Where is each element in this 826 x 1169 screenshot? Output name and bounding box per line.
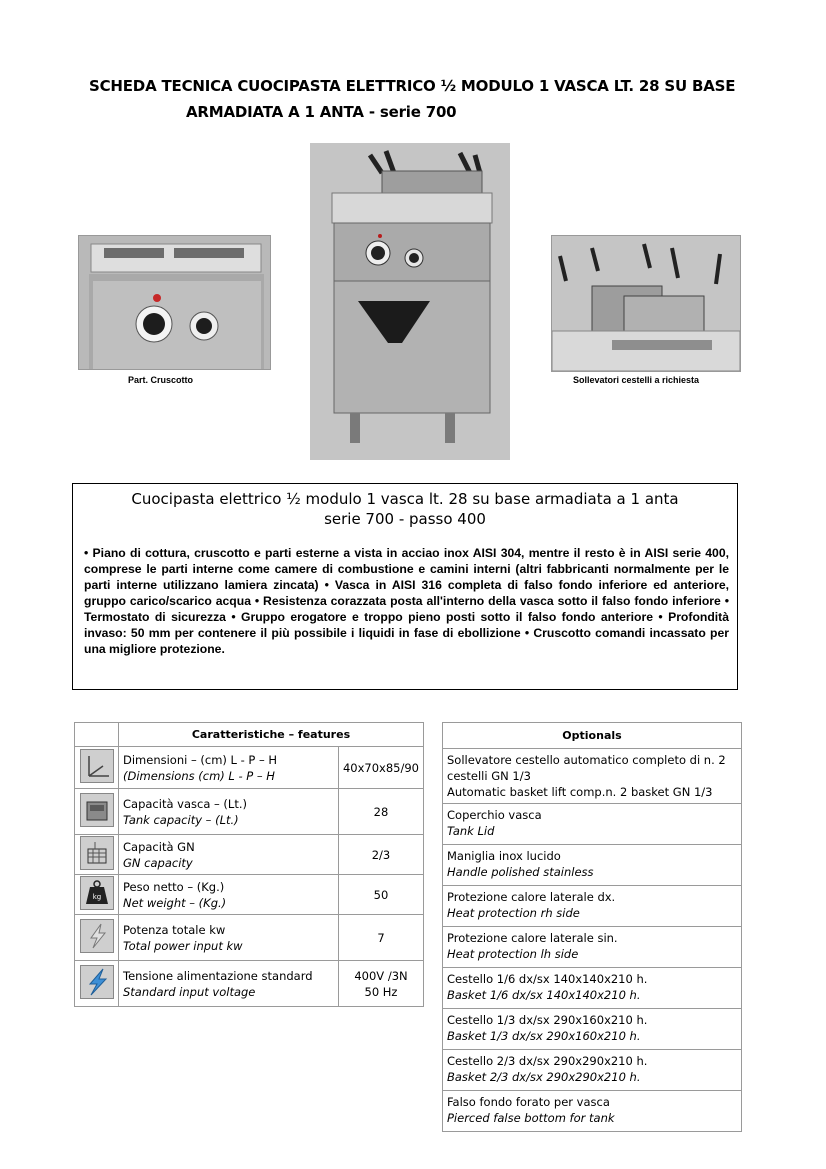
feature-label-en: GN capacity <box>123 855 193 870</box>
basket-icon <box>80 836 114 870</box>
feature-label <box>119 961 339 1007</box>
description-box <box>72 483 738 690</box>
optional-label-it: Maniglia inox lucido <box>447 849 561 863</box>
feature-label-it: Potenza totale kw <box>123 922 226 937</box>
description-title-line2: serie 700 - passo 400 <box>324 510 486 528</box>
features-table <box>74 722 424 1007</box>
optional-label-it: Falso fondo forato per vasca <box>447 1095 610 1109</box>
optional-row <box>443 968 742 1009</box>
table-row <box>75 875 424 915</box>
description-title <box>73 489 737 529</box>
table-row <box>75 789 424 835</box>
feature-value: 28 <box>339 789 424 835</box>
optional-item <box>443 886 742 927</box>
optional-label-en: Basket 2/3 dx/sx 290x290x210 h. <box>447 1070 641 1084</box>
weight-icon-cell <box>75 875 119 915</box>
power-icon <box>80 919 114 953</box>
feature-label <box>119 835 339 875</box>
optional-label-en: Heat protection rh side <box>447 906 580 920</box>
optional-label-it: Cestello 1/6 dx/sx 140x140x210 h. <box>447 972 648 986</box>
feature-value: 2/3 <box>339 835 424 875</box>
optional-row <box>443 1050 742 1091</box>
features-header-blank <box>75 723 119 747</box>
voltage-icon <box>80 965 114 999</box>
control-panel-photo <box>78 235 271 370</box>
table-row <box>75 747 424 789</box>
optional-label-en: Pierced false bottom for tank <box>447 1111 615 1125</box>
feature-label-it: Capacità vasca – (Lt.) <box>123 796 247 811</box>
optionals-header-row <box>443 723 742 749</box>
feature-value-line2: 50 Hz <box>364 984 398 999</box>
feature-label-en: Standard input voltage <box>123 984 256 999</box>
feature-value: 50 <box>339 875 424 915</box>
tank-icon-cell <box>75 789 119 835</box>
optional-item <box>443 927 742 968</box>
optional-label-en: Basket 1/6 dx/sx 140x140x210 h. <box>447 988 641 1002</box>
voltage-icon-cell <box>75 961 119 1007</box>
optional-row <box>443 1091 742 1132</box>
optional-row <box>443 927 742 968</box>
svg-text:kg: kg <box>92 893 101 901</box>
feature-label-it: Peso netto – (Kg.) <box>123 879 225 894</box>
optional-label-it: Cestello 2/3 dx/sx 290x290x210 h. <box>447 1054 648 1068</box>
product-photo <box>310 143 510 460</box>
optional-row <box>443 845 742 886</box>
optional-item <box>443 1009 742 1050</box>
optional-label-it: Sollevatore cestello automatico completo di n. 2 cestelli GN 1/3 <box>447 753 726 783</box>
feature-label-en: (Dimensions (cm) L - P – H <box>123 768 275 783</box>
optionals-header: Optionals <box>443 723 742 749</box>
tank-icon <box>80 793 114 827</box>
basket-icon-cell <box>75 835 119 875</box>
feature-label <box>119 747 339 789</box>
feature-label <box>119 915 339 961</box>
optionals-table <box>442 722 742 1132</box>
page-title: SCHEDA TECNICA CUOCIPASTA ELETTRICO ½ MODULO 1 VASCA LT. 28 SU BASE <box>89 77 736 95</box>
optional-label-en: Automatic basket lift comp.n. 2 basket GN 1/3 <box>447 785 713 799</box>
optional-row <box>443 749 742 804</box>
basket-lifter-photo <box>551 235 741 372</box>
optional-item <box>443 749 742 804</box>
optional-item <box>443 1091 742 1132</box>
feature-label-it: Dimensioni – (cm) L - P – H <box>123 752 278 767</box>
feature-label <box>119 875 339 915</box>
weight-icon <box>80 876 114 910</box>
optional-item <box>443 845 742 886</box>
feature-value: 7 <box>339 915 424 961</box>
table-row <box>75 961 424 1007</box>
optional-label-it: Protezione calore laterale dx. <box>447 890 616 904</box>
control-panel-caption: Part. Cruscotto <box>128 375 194 385</box>
optional-label-it: Protezione calore laterale sin. <box>447 931 618 945</box>
optional-label-it: Cestello 1/3 dx/sx 290x160x210 h. <box>447 1013 648 1027</box>
feature-value <box>339 961 424 1007</box>
page-subtitle: ARMADIATA A 1 ANTA - serie 700 <box>186 103 457 121</box>
optional-label-en: Basket 1/3 dx/sx 290x160x210 h. <box>447 1029 641 1043</box>
basket-lifter-caption: Sollevatori cestelli a richiesta <box>573 375 700 385</box>
feature-label-en: Total power input kw <box>123 938 243 953</box>
power-icon-cell <box>75 915 119 961</box>
feature-label <box>119 789 339 835</box>
dimensions-icon-cell <box>75 747 119 789</box>
optional-row <box>443 804 742 845</box>
feature-value: 40x70x85/90 <box>339 747 424 789</box>
optional-label-en: Heat protection lh side <box>447 947 579 961</box>
optional-row <box>443 1009 742 1050</box>
features-header-row <box>75 723 424 747</box>
optional-item <box>443 968 742 1009</box>
dimensions-icon <box>80 749 114 783</box>
feature-label-en: Net weight – (Kg.) <box>123 895 227 910</box>
description-title-line1: Cuocipasta elettrico ½ modulo 1 vasca lt. 28 su base armadiata a 1 anta <box>131 490 679 508</box>
optional-item <box>443 1050 742 1091</box>
optional-label-en: Handle polished stainless <box>447 865 594 879</box>
table-row <box>75 835 424 875</box>
optional-label-it: Coperchio vasca <box>447 808 542 822</box>
feature-label-it: Tensione alimentazione standard <box>123 968 313 983</box>
features-header: Caratteristiche – features <box>119 723 424 747</box>
feature-value-line1: 400V /3N <box>354 968 408 983</box>
optional-label-en: Tank Lid <box>447 824 495 838</box>
table-row <box>75 915 424 961</box>
optional-row <box>443 886 742 927</box>
optional-item <box>443 804 742 845</box>
feature-label-it: Capacità GN <box>123 839 195 854</box>
feature-label-en: Tank capacity – (Lt.) <box>123 812 239 827</box>
description-text: • Piano di cottura, cruscotto e parti esterne a vista in acciao inox AISI 304, mentre il resto è in AISI serie 400, comprese le parti interne come camere di combustione e camini interni (altri fabbricanti normalmente per le parti interne utilizzano lamiera zincata) • Vasca in AISI 316 completa di falso fondo inferiore ed anteriore, gruppo carico/scarico acqua • Resistenza corazzata posta all'interno della vasca sotto il falso fondo inferiore • Termostato di sicurezza • Gruppo erogatore e troppo pieno posti sotto il falso fondo anteriore • Profondità invaso: 50 mm per contenere il più possibile i liquidi in fase di ebollizione • Cruscotto comandi incassato per una migliore protezione. <box>84 546 729 656</box>
